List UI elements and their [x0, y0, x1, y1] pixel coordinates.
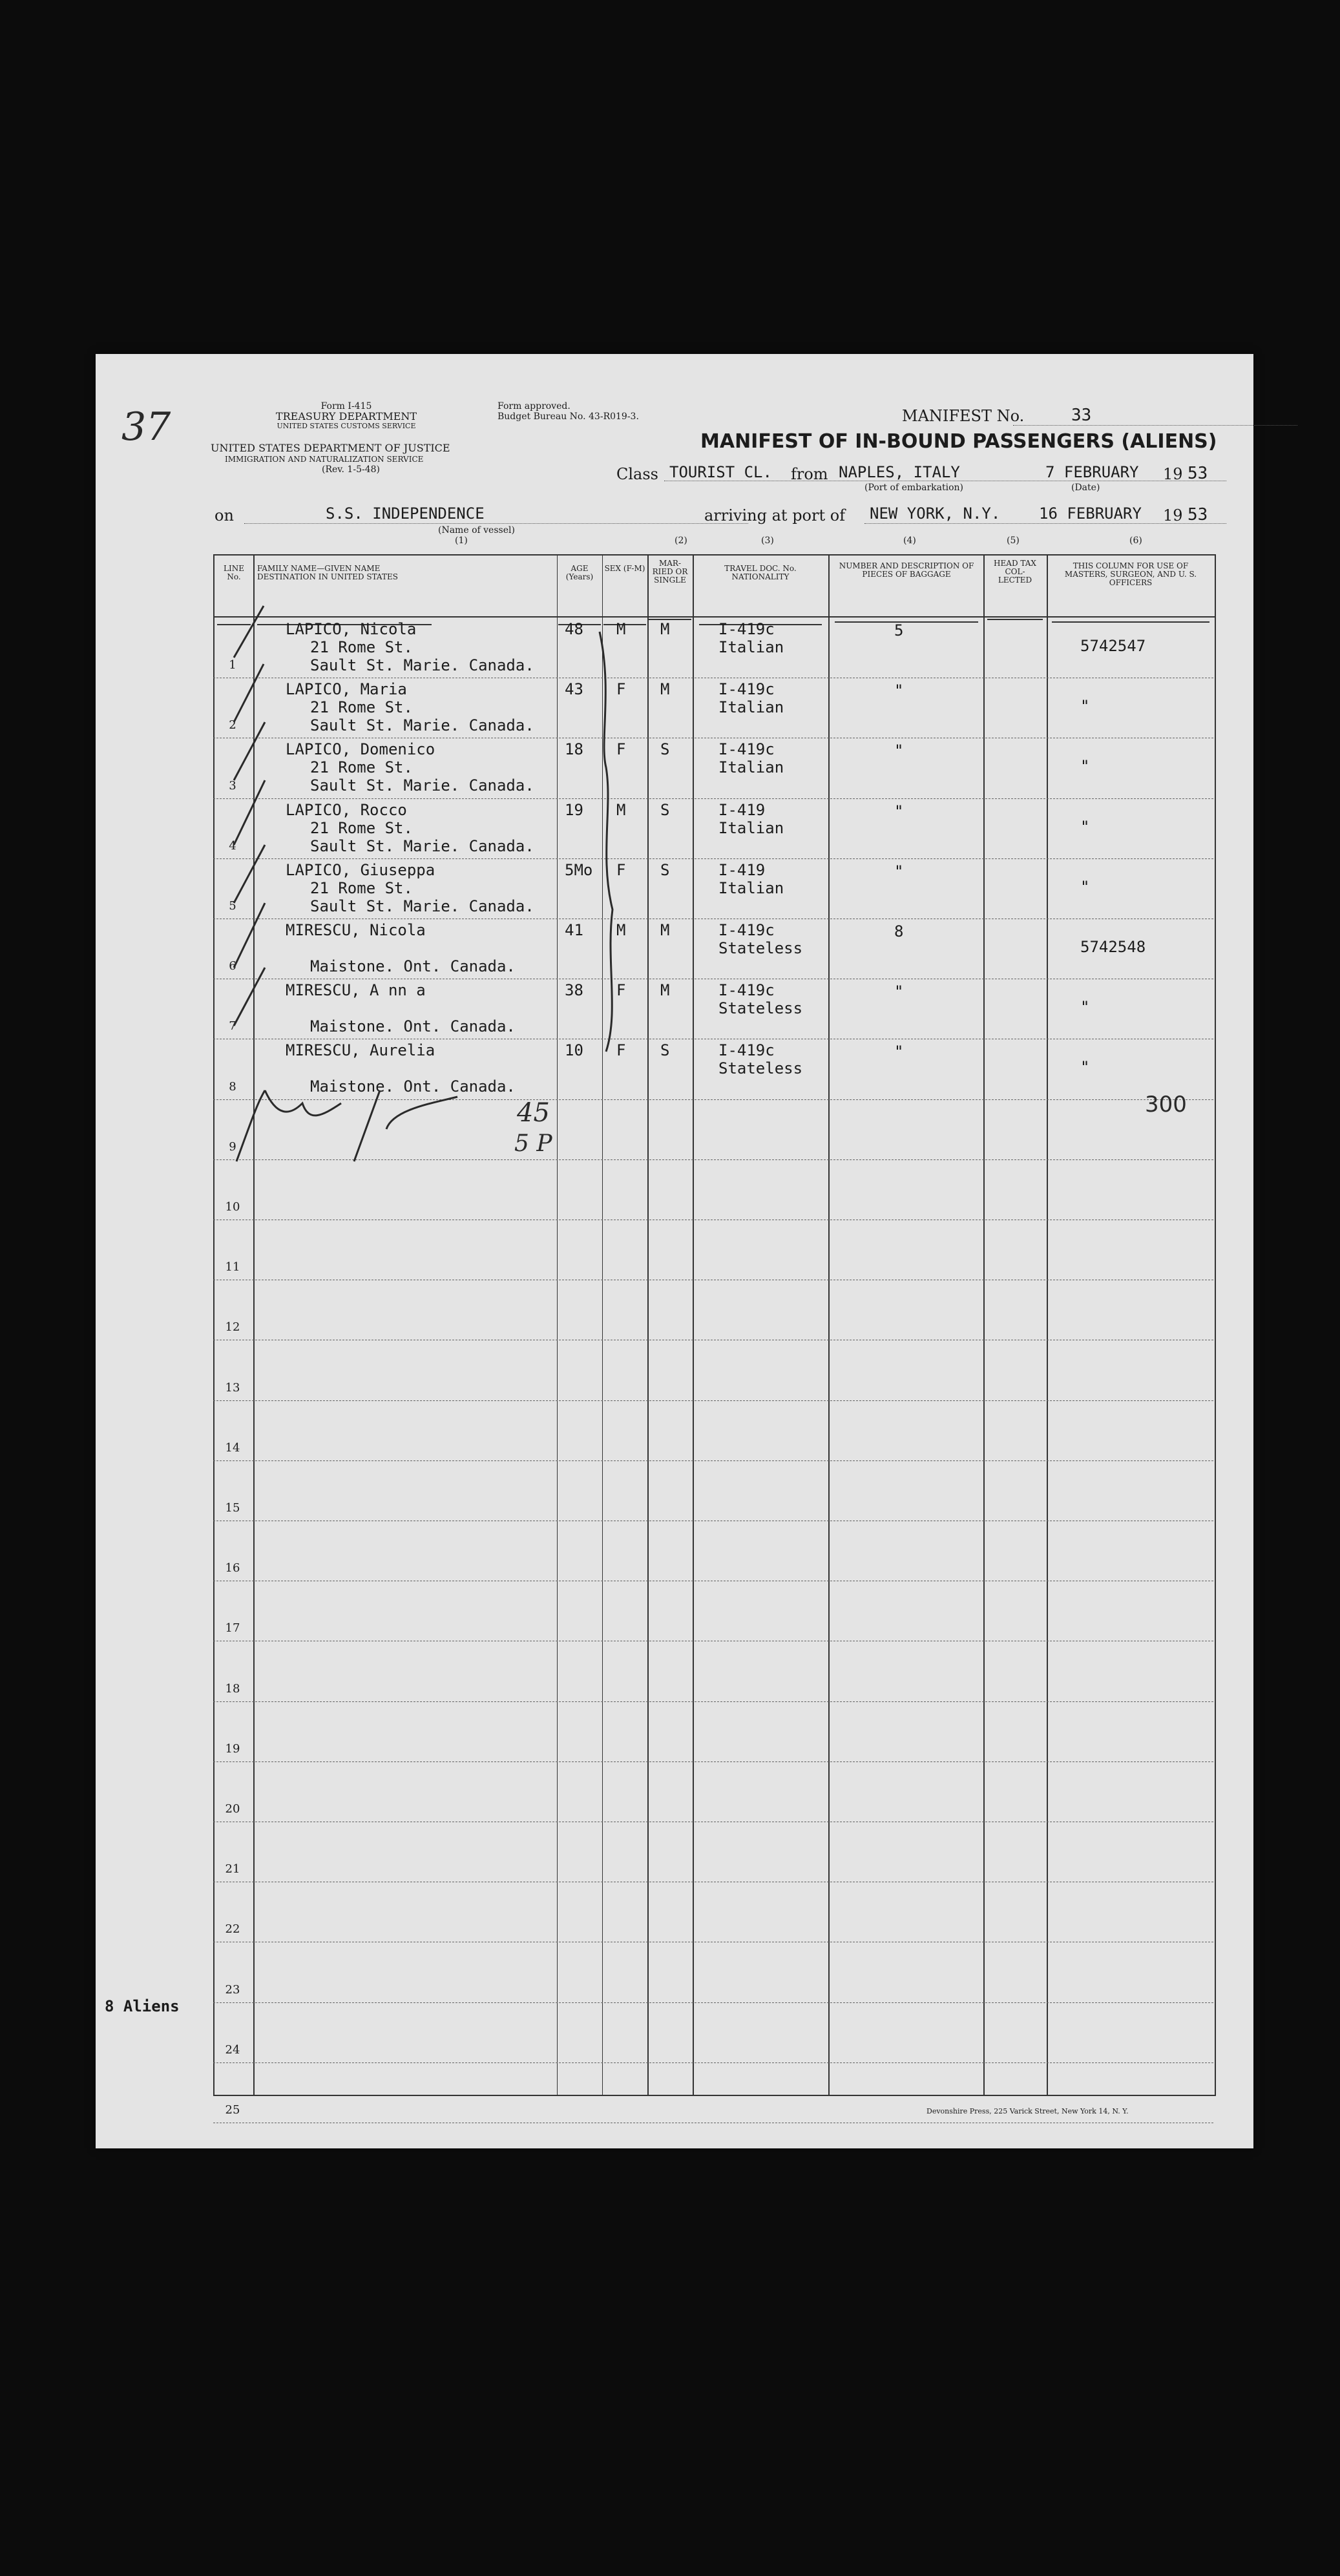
date-caption: (Date): [1071, 483, 1100, 493]
line-number: 6: [229, 959, 236, 973]
dept-treasury-sub: UNITED STATES CUSTOMS SERVICE: [277, 422, 416, 430]
line-number: 25: [225, 2103, 240, 2117]
arrival-date: 16 FEBRUARY: [1039, 504, 1142, 523]
officer-number: ": [1080, 877, 1090, 896]
line-number: 4: [229, 838, 236, 853]
passenger-age: 10: [565, 1041, 583, 1060]
colnum-3: (3): [761, 535, 774, 546]
arriving-label: arriving at port of: [704, 506, 846, 525]
passenger-address-1: 21 Rome St.: [310, 878, 413, 897]
vessel-name: S.S. INDEPENDENCE: [326, 504, 485, 523]
passenger-marital: S: [660, 1041, 670, 1060]
manifest-number: 33: [1071, 406, 1092, 425]
year-prefix-2: 19: [1163, 506, 1183, 525]
line-number: 1: [229, 658, 236, 672]
nationality: Italian: [718, 878, 784, 897]
margin-number: 37: [121, 404, 171, 450]
printer-footer: Devonshire Press, 225 Varick Street, New York 14, N. Y.: [926, 2107, 1129, 2115]
travel-doc: I-419c: [718, 1041, 775, 1060]
embarkation-port: NAPLES, ITALY: [839, 463, 960, 481]
colnum-2: (2): [675, 535, 687, 546]
line-number: 17: [225, 1621, 240, 1636]
header-officers: THIS COLUMN FOR USE OF MASTERS, SURGEON, AND U. S. OFFICERS: [1052, 556, 1209, 623]
baggage-count: 8: [894, 922, 904, 940]
passenger-address-2: Sault St. Marie. Canada.: [310, 716, 534, 735]
passenger-sex: F: [616, 740, 626, 759]
arrival-year: 53: [1188, 505, 1208, 525]
officer-number: ": [1080, 697, 1090, 716]
line-number: 12: [225, 1320, 240, 1335]
line-number: 10: [225, 1200, 240, 1214]
passenger-name: MIRESCU, A nn a: [286, 981, 426, 1000]
baggage-count: ": [894, 982, 904, 1001]
passenger-sex: M: [616, 921, 626, 939]
on-label: on: [215, 506, 234, 525]
line-number: 19: [225, 1741, 240, 1756]
passenger-address-2: Sault St. Marie. Canada.: [310, 656, 534, 674]
baggage-count: ": [894, 862, 904, 880]
officer-number: 5742548: [1080, 938, 1146, 956]
header-travel-doc: TRAVEL DOC. No. NATIONALITY: [699, 556, 822, 625]
dept-justice: UNITED STATES DEPARTMENT OF JUSTICE: [211, 442, 450, 454]
line-number: 3: [229, 778, 236, 793]
dept-treasury: TREASURY DEPARTMENT: [275, 410, 417, 422]
baggage-count: ": [894, 802, 904, 820]
header-baggage: NUMBER AND DESCRIPTION OF PIECES OF BAGGAGE: [835, 556, 978, 623]
passenger-marital: S: [660, 740, 670, 759]
travel-doc: I-419c: [718, 620, 775, 638]
header-married: MAR- RIED OR SINGLE: [649, 556, 691, 620]
passenger-address-2: Maistone. Ont. Canada.: [310, 1077, 516, 1096]
nationality: Stateless: [718, 939, 803, 957]
line-number: 2: [229, 718, 236, 732]
vessel-caption: (Name of vessel): [438, 525, 515, 535]
line-number: 7: [229, 1019, 236, 1034]
nationality: Italian: [718, 698, 784, 717]
baggage-count: ": [894, 1043, 904, 1061]
annotation-300: 300: [1145, 1092, 1187, 1117]
class-value: TOURIST CL.: [669, 463, 772, 481]
manifest-label: MANIFEST No.: [902, 407, 1025, 425]
passenger-address-2: Sault St. Marie. Canada.: [310, 776, 534, 795]
class-label: Class: [616, 465, 658, 483]
baggage-count: ": [894, 681, 904, 700]
passenger-name: LAPICO, Maria: [286, 680, 407, 699]
line-number: 20: [225, 1802, 240, 1816]
handwritten-strokes: [96, 354, 1253, 2148]
travel-doc: I-419c: [718, 680, 775, 699]
passenger-marital: M: [660, 921, 670, 939]
passenger-marital: S: [660, 800, 670, 819]
nationality: Italian: [718, 818, 784, 837]
nationality: Stateless: [718, 999, 803, 1018]
passenger-address-2: Maistone. Ont. Canada.: [310, 1017, 516, 1036]
header-age: AGE (Years): [558, 556, 601, 625]
colnum-4: (4): [903, 535, 916, 546]
travel-doc: I-419c: [718, 981, 775, 1000]
line-number: 23: [225, 1982, 240, 1997]
passenger-sex: F: [616, 1041, 626, 1060]
scribble-sub: 5 P: [514, 1130, 552, 1157]
passenger-address-1: 21 Rome St.: [310, 638, 413, 656]
departure-date: 7 FEBRUARY: [1045, 463, 1139, 481]
officer-number: 5742547: [1080, 637, 1146, 655]
passenger-marital: M: [660, 620, 670, 638]
line-number: 22: [225, 1922, 240, 1937]
passenger-sex: F: [616, 981, 626, 1000]
line-number: 14: [225, 1440, 240, 1455]
scribble-number: 45: [517, 1098, 550, 1128]
travel-doc: I-419c: [718, 740, 775, 759]
passenger-name: MIRESCU, Aurelia: [286, 1041, 435, 1060]
travel-doc: I-419: [718, 860, 766, 879]
officer-number: ": [1080, 817, 1090, 836]
from-label: from: [791, 465, 828, 483]
officer-number: ": [1080, 998, 1090, 1017]
passenger-sex: F: [616, 680, 626, 699]
passenger-address-1: 21 Rome St.: [310, 818, 413, 837]
line-number: 18: [225, 1681, 240, 1696]
passenger-age: 19: [565, 800, 583, 819]
passenger-name: LAPICO, Giuseppa: [286, 860, 435, 879]
passenger-sex: M: [616, 620, 626, 638]
header-sex: SEX (F-M): [603, 556, 646, 625]
passenger-marital: M: [660, 680, 670, 699]
passenger-age: 5Mo: [565, 860, 593, 879]
nationality: Italian: [718, 638, 784, 656]
line-number: 24: [225, 2042, 240, 2057]
passenger-address-2: Maistone. Ont. Canada.: [310, 957, 516, 975]
header-name: FAMILY NAME—GIVEN NAME DESTINATION IN UNITED STATES: [257, 556, 432, 625]
passenger-age: 48: [565, 620, 583, 638]
dept-justice-sub: IMMIGRATION AND NATURALIZATION SERVICE: [225, 455, 424, 464]
manifest-page: [96, 354, 1253, 2148]
line-number: 16: [225, 1561, 240, 1575]
header-head-tax: HEAD TAX COL- LECTED: [987, 556, 1043, 620]
passenger-marital: M: [660, 981, 670, 1000]
passenger-age: 43: [565, 680, 583, 699]
passenger-address-1: 21 Rome St.: [310, 698, 413, 717]
line-number: 11: [225, 1260, 240, 1274]
travel-doc: I-419c: [718, 921, 775, 939]
departure-year: 53: [1188, 464, 1208, 483]
baggage-count: ": [894, 742, 904, 760]
passenger-age: 41: [565, 921, 583, 939]
line-number: 5: [229, 898, 236, 913]
line-number: 9: [229, 1139, 236, 1154]
passenger-name: LAPICO, Rocco: [286, 800, 407, 819]
passenger-sex: M: [616, 800, 626, 819]
travel-doc: I-419: [718, 800, 766, 819]
passenger-address-2: Sault St. Marie. Canada.: [310, 836, 534, 855]
passenger-name: LAPICO, Domenico: [286, 740, 435, 759]
line-number: 13: [225, 1380, 240, 1395]
line-number: 15: [225, 1501, 240, 1515]
passenger-address-2: Sault St. Marie. Canada.: [310, 897, 534, 915]
passenger-sex: F: [616, 860, 626, 879]
line-number: 8: [229, 1079, 236, 1094]
passenger-age: 38: [565, 981, 583, 1000]
passenger-address-1: 21 Rome St.: [310, 758, 413, 777]
passenger-marital: S: [660, 860, 670, 879]
line-number: 21: [225, 1862, 240, 1876]
budget-bureau: Budget Bureau No. 43-R019-3.: [497, 411, 639, 422]
officer-number: ": [1080, 757, 1090, 776]
aliens-count: 8 Aliens: [105, 1997, 180, 2015]
nationality: Stateless: [718, 1059, 803, 1078]
colnum-1: (1): [455, 535, 468, 546]
passenger-name: LAPICO, Nicola: [286, 620, 417, 638]
colnum-6: (6): [1129, 535, 1142, 546]
manifest-title: MANIFEST OF IN-BOUND PASSENGERS (ALIENS): [700, 430, 1217, 453]
passenger-name: MIRESCU, Nicola: [286, 921, 426, 939]
arrival-port: NEW YORK, N.Y.: [870, 504, 1001, 523]
form-number: Form I-415: [320, 401, 372, 411]
colnum-5: (5): [1007, 535, 1020, 546]
nationality: Italian: [718, 758, 784, 777]
port-caption: (Port of embarkation): [864, 483, 963, 493]
baggage-count: 5: [894, 621, 904, 639]
year-prefix: 19: [1163, 465, 1183, 483]
header-line-no: LINE No.: [217, 556, 251, 625]
officer-number: ": [1080, 1058, 1090, 1077]
revision: (Rev. 1-5-48): [322, 464, 380, 475]
form-approved: Form approved.: [497, 401, 571, 411]
passenger-age: 18: [565, 740, 583, 759]
